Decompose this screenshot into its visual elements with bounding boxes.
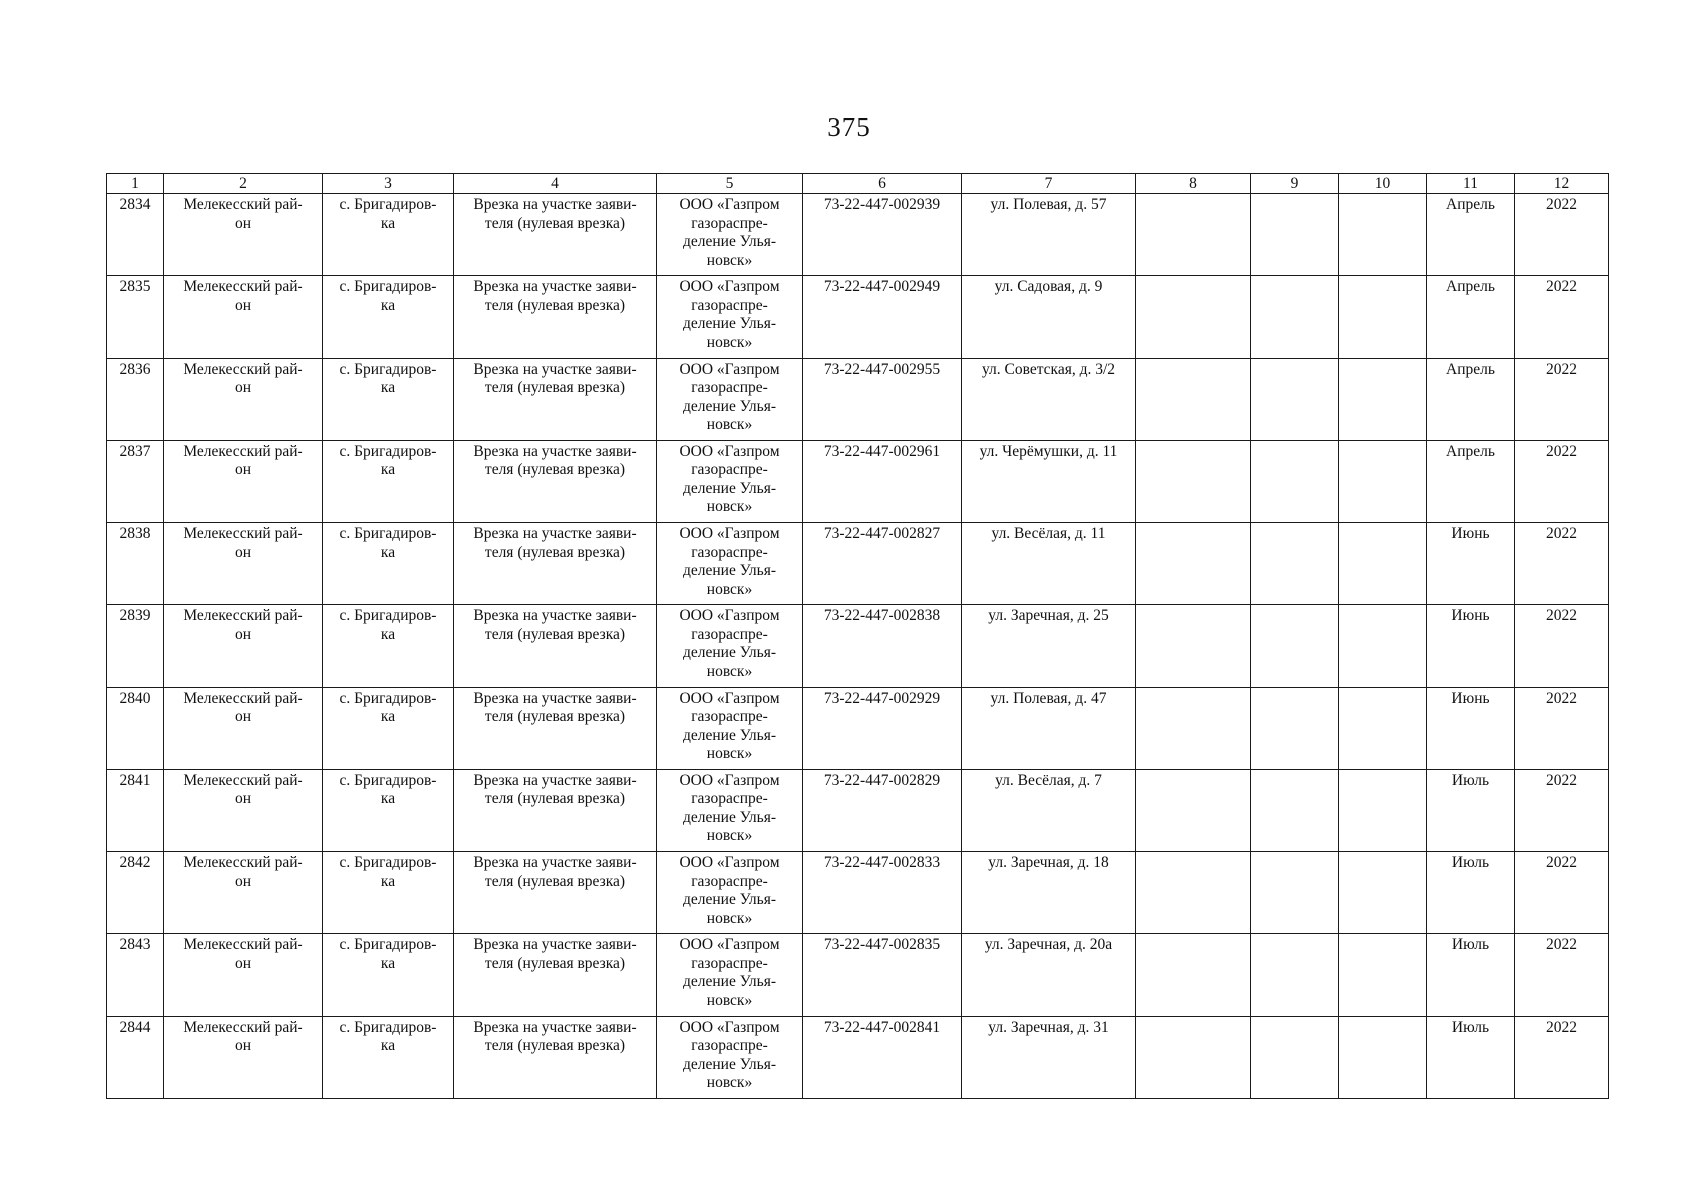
table-row xyxy=(107,934,1609,1016)
cell-month: Июль xyxy=(1427,852,1515,934)
column-header-2: 2 xyxy=(164,174,323,194)
cell-col8 xyxy=(1136,276,1251,358)
cell-work-type: Врезка на участке заяви- теля (нулевая врезка) xyxy=(454,1016,657,1098)
cell-address: ул. Весёлая, д. 7 xyxy=(962,769,1136,851)
cell-work-type: Врезка на участке заяви- теля (нулевая врезка) xyxy=(454,769,657,851)
table-row xyxy=(107,852,1609,934)
cell-address: ул. Заречная, д. 20а xyxy=(962,934,1136,1016)
cell-col10 xyxy=(1339,769,1427,851)
cell-col10 xyxy=(1339,276,1427,358)
cell-col10 xyxy=(1339,358,1427,440)
cell-col10 xyxy=(1339,852,1427,934)
cell-col9 xyxy=(1251,934,1339,1016)
cell-code: 73-22-447-002829 xyxy=(803,769,962,851)
cell-organization: ООО «Газпром газораспре- деление Улья- новск» xyxy=(657,358,803,440)
table-row xyxy=(107,687,1609,769)
cell-district: Мелекесский рай- он xyxy=(164,358,323,440)
cell-code: 73-22-447-002838 xyxy=(803,605,962,687)
cell-settlement: с. Бригадиров- ка xyxy=(323,769,454,851)
cell-address: ул. Полевая, д. 47 xyxy=(962,687,1136,769)
cell-col9 xyxy=(1251,358,1339,440)
cell-number: 2842 xyxy=(107,852,164,934)
cell-district: Мелекесский рай- он xyxy=(164,1016,323,1098)
cell-settlement: с. Бригадиров- ка xyxy=(323,194,454,276)
column-header-12: 12 xyxy=(1515,174,1609,194)
cell-settlement: с. Бригадиров- ка xyxy=(323,934,454,1016)
cell-number: 2840 xyxy=(107,687,164,769)
cell-col8 xyxy=(1136,605,1251,687)
cell-month: Июнь xyxy=(1427,605,1515,687)
cell-organization: ООО «Газпром газораспре- деление Улья- новск» xyxy=(657,769,803,851)
cell-month: Июль xyxy=(1427,1016,1515,1098)
cell-number: 2843 xyxy=(107,934,164,1016)
cell-col9 xyxy=(1251,194,1339,276)
cell-year: 2022 xyxy=(1515,1016,1609,1098)
cell-month: Июнь xyxy=(1427,523,1515,605)
cell-work-type: Врезка на участке заяви- теля (нулевая врезка) xyxy=(454,852,657,934)
cell-col10 xyxy=(1339,194,1427,276)
column-header-8: 8 xyxy=(1136,174,1251,194)
cell-settlement: с. Бригадиров- ка xyxy=(323,440,454,522)
cell-code: 73-22-447-002961 xyxy=(803,440,962,522)
table-row xyxy=(107,440,1609,522)
cell-organization: ООО «Газпром газораспре- деление Улья- новск» xyxy=(657,605,803,687)
cell-year: 2022 xyxy=(1515,769,1609,851)
cell-year: 2022 xyxy=(1515,276,1609,358)
cell-col10 xyxy=(1339,1016,1427,1098)
cell-col10 xyxy=(1339,605,1427,687)
cell-code: 73-22-447-002827 xyxy=(803,523,962,605)
cell-organization: ООО «Газпром газораспре- деление Улья- новск» xyxy=(657,852,803,934)
table-row xyxy=(107,523,1609,605)
cell-address: ул. Заречная, д. 18 xyxy=(962,852,1136,934)
cell-organization: ООО «Газпром газораспре- деление Улья- новск» xyxy=(657,687,803,769)
cell-settlement: с. Бригадиров- ка xyxy=(323,1016,454,1098)
page-number: 375 xyxy=(827,112,871,142)
cell-col8 xyxy=(1136,934,1251,1016)
cell-address: ул. Советская, д. 3/2 xyxy=(962,358,1136,440)
cell-address: ул. Садовая, д. 9 xyxy=(962,276,1136,358)
table-row xyxy=(107,358,1609,440)
cell-month: Апрель xyxy=(1427,194,1515,276)
cell-address: ул. Весёлая, д. 11 xyxy=(962,523,1136,605)
cell-district: Мелекесский рай- он xyxy=(164,194,323,276)
cell-year: 2022 xyxy=(1515,687,1609,769)
cell-work-type: Врезка на участке заяви- теля (нулевая врезка) xyxy=(454,358,657,440)
cell-code: 73-22-447-002841 xyxy=(803,1016,962,1098)
table-body xyxy=(107,194,1609,1099)
cell-district: Мелекесский рай- он xyxy=(164,852,323,934)
cell-district: Мелекесский рай- он xyxy=(164,523,323,605)
cell-number: 2837 xyxy=(107,440,164,522)
cell-col9 xyxy=(1251,523,1339,605)
cell-settlement: с. Бригадиров- ка xyxy=(323,358,454,440)
cell-district: Мелекесский рай- он xyxy=(164,769,323,851)
cell-number: 2844 xyxy=(107,1016,164,1098)
cell-col8 xyxy=(1136,440,1251,522)
cell-col9 xyxy=(1251,440,1339,522)
cell-organization: ООО «Газпром газораспре- деление Улья- новск» xyxy=(657,934,803,1016)
cell-code: 73-22-447-002939 xyxy=(803,194,962,276)
cell-work-type: Врезка на участке заяви- теля (нулевая врезка) xyxy=(454,687,657,769)
cell-work-type: Врезка на участке заяви- теля (нулевая врезка) xyxy=(454,605,657,687)
cell-col10 xyxy=(1339,687,1427,769)
cell-month: Июль xyxy=(1427,769,1515,851)
column-header-3: 3 xyxy=(323,174,454,194)
column-header-4: 4 xyxy=(454,174,657,194)
cell-col10 xyxy=(1339,934,1427,1016)
column-header-7: 7 xyxy=(962,174,1136,194)
column-header-11: 11 xyxy=(1427,174,1515,194)
cell-col9 xyxy=(1251,852,1339,934)
cell-work-type: Врезка на участке заяви- теля (нулевая врезка) xyxy=(454,523,657,605)
cell-col8 xyxy=(1136,769,1251,851)
cell-organization: ООО «Газпром газораспре- деление Улья- новск» xyxy=(657,440,803,522)
cell-number: 2839 xyxy=(107,605,164,687)
column-header-5: 5 xyxy=(657,174,803,194)
cell-col8 xyxy=(1136,1016,1251,1098)
register-table xyxy=(106,173,1609,1099)
cell-year: 2022 xyxy=(1515,852,1609,934)
cell-work-type: Врезка на участке заяви- теля (нулевая врезка) xyxy=(454,440,657,522)
cell-col9 xyxy=(1251,605,1339,687)
column-header-6: 6 xyxy=(803,174,962,194)
cell-district: Мелекесский рай- он xyxy=(164,440,323,522)
cell-col10 xyxy=(1339,440,1427,522)
cell-month: Июнь xyxy=(1427,687,1515,769)
table-row xyxy=(107,605,1609,687)
cell-organization: ООО «Газпром газораспре- деление Улья- новск» xyxy=(657,194,803,276)
cell-col9 xyxy=(1251,1016,1339,1098)
column-header-9: 9 xyxy=(1251,174,1339,194)
cell-month: Апрель xyxy=(1427,276,1515,358)
cell-col8 xyxy=(1136,523,1251,605)
cell-year: 2022 xyxy=(1515,358,1609,440)
cell-address: ул. Заречная, д. 25 xyxy=(962,605,1136,687)
cell-col9 xyxy=(1251,276,1339,358)
cell-number: 2834 xyxy=(107,194,164,276)
cell-settlement: с. Бригадиров- ка xyxy=(323,605,454,687)
cell-month: Апрель xyxy=(1427,358,1515,440)
cell-work-type: Врезка на участке заяви- теля (нулевая врезка) xyxy=(454,276,657,358)
cell-code: 73-22-447-002955 xyxy=(803,358,962,440)
table-row xyxy=(107,194,1609,276)
cell-year: 2022 xyxy=(1515,523,1609,605)
cell-year: 2022 xyxy=(1515,934,1609,1016)
cell-year: 2022 xyxy=(1515,440,1609,522)
cell-organization: ООО «Газпром газораспре- деление Улья- новск» xyxy=(657,523,803,605)
cell-col8 xyxy=(1136,687,1251,769)
header-row xyxy=(107,174,1609,194)
cell-district: Мелекесский рай- он xyxy=(164,276,323,358)
cell-district: Мелекесский рай- он xyxy=(164,934,323,1016)
cell-code: 73-22-447-002835 xyxy=(803,934,962,1016)
cell-col9 xyxy=(1251,687,1339,769)
cell-organization: ООО «Газпром газораспре- деление Улья- новск» xyxy=(657,276,803,358)
cell-code: 73-22-447-002929 xyxy=(803,687,962,769)
cell-address: ул. Заречная, д. 31 xyxy=(962,1016,1136,1098)
cell-month: Июль xyxy=(1427,934,1515,1016)
cell-number: 2835 xyxy=(107,276,164,358)
cell-number: 2838 xyxy=(107,523,164,605)
cell-col8 xyxy=(1136,358,1251,440)
cell-address: ул. Полевая, д. 57 xyxy=(962,194,1136,276)
column-header-1: 1 xyxy=(107,174,164,194)
cell-col8 xyxy=(1136,194,1251,276)
table-row xyxy=(107,769,1609,851)
cell-number: 2841 xyxy=(107,769,164,851)
cell-col9 xyxy=(1251,769,1339,851)
cell-settlement: с. Бригадиров- ка xyxy=(323,852,454,934)
cell-number: 2836 xyxy=(107,358,164,440)
cell-organization: ООО «Газпром газораспре- деление Улья- новск» xyxy=(657,1016,803,1098)
column-header-10: 10 xyxy=(1339,174,1427,194)
cell-work-type: Врезка на участке заяви- теля (нулевая врезка) xyxy=(454,194,657,276)
table-row xyxy=(107,276,1609,358)
cell-settlement: с. Бригадиров- ка xyxy=(323,523,454,605)
cell-district: Мелекесский рай- он xyxy=(164,687,323,769)
cell-district: Мелекесский рай- он xyxy=(164,605,323,687)
cell-work-type: Врезка на участке заяви- теля (нулевая врезка) xyxy=(454,934,657,1016)
table-row xyxy=(107,1016,1609,1098)
cell-settlement: с. Бригадиров- ка xyxy=(323,687,454,769)
cell-code: 73-22-447-002833 xyxy=(803,852,962,934)
cell-year: 2022 xyxy=(1515,194,1609,276)
cell-month: Апрель xyxy=(1427,440,1515,522)
cell-col8 xyxy=(1136,852,1251,934)
cell-col10 xyxy=(1339,523,1427,605)
cell-code: 73-22-447-002949 xyxy=(803,276,962,358)
cell-address: ул. Черёмушки, д. 11 xyxy=(962,440,1136,522)
cell-settlement: с. Бригадиров- ка xyxy=(323,276,454,358)
cell-year: 2022 xyxy=(1515,605,1609,687)
